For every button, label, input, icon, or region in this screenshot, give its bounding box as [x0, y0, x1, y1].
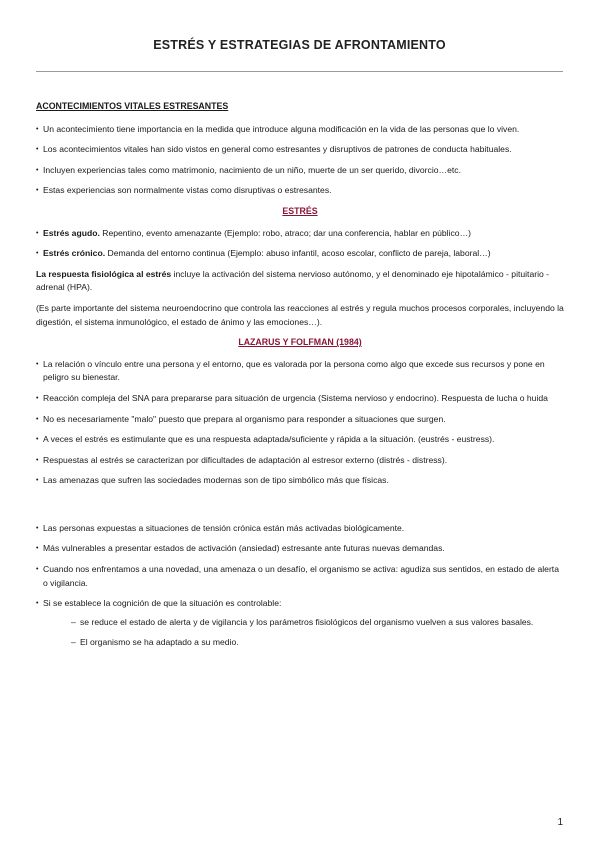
list-item	[36, 597, 564, 650]
activation-list	[36, 522, 564, 650]
list-item: • Las personas expuestas a situaciones de tensión crónica están más activadas biológicamente.	[36, 522, 564, 536]
term-estres-agudo: Estrés agudo.	[43, 227, 100, 238]
title-divider	[36, 71, 563, 72]
list-item-text: Si se establece la cognición de que la situación es controlable:	[43, 598, 282, 609]
document-body	[36, 100, 564, 657]
list-item: • Respuestas al estrés se caracterizan por dificultades de adaptación al estresor externo (distrés - distress).	[36, 454, 564, 468]
page-title: ESTRÉS Y ESTRATEGIAS DE AFRONTAMIENTO	[153, 38, 446, 52]
list-item: • Reacción compleja del SNA para prepararse para situación de urgencia (Sistema nervioso y endocrino). Respuesta de lucha o huida	[36, 392, 564, 406]
list-item: • Más vulnerables a presentar estados de activación (ansiedad) estresante ante futuras nuevas demandas.	[36, 542, 564, 556]
section-heading-lazarus: LAZARUS Y FOLFMAN (1984)	[238, 337, 362, 348]
estres-types-list	[36, 227, 564, 261]
sub-list-item: – se reduce el estado de alerta y de vigilancia y los parámetros fisiológicos del organismo vuelven a sus valores basales.	[71, 616, 564, 630]
paragraph-bold-lead: La respuesta fisiológica al estrés	[36, 268, 172, 279]
paragraph-neuroendocrino: (Es parte importante del sistema neuroendocrino que controla las reacciones al estrés y regula muchos procesos corporales, incluyendo la digestión, el sistema inmunológico, el estado de ánimo y las emociones…).	[36, 302, 564, 327]
list-item: • A veces el estrés es estimulante que es una respuesta adaptada/suficiente y rápida a la situación. (eustrés - eustress).	[36, 433, 564, 447]
paragraph-respuesta-fisiologica	[36, 268, 564, 295]
section-spacer	[36, 495, 564, 522]
list-item: • La relación o vínculo entre una persona y el entorno, que es valorada por la persona como algo que excede sus recursos y pone en peligro su bienestar.	[36, 358, 564, 385]
list-item: • Estas experiencias son normalmente vistas como disruptivas o estresantes.	[36, 184, 564, 198]
section-heading-estres: ESTRÉS	[282, 205, 318, 216]
list-item: • Un acontecimiento tiene importancia en la medida que introduce alguna modificación en la vida de las personas que lo viven.	[36, 123, 564, 137]
acontecimientos-list	[36, 123, 564, 198]
term-description: Demanda del entorno continua (Ejemplo: abuso infantil, acoso escolar, conflicto de pareja, laboral…)	[105, 248, 491, 259]
list-item: • No es necesariamente "malo" puesto que prepara al organismo para responder a situaciones que surgen.	[36, 413, 564, 427]
list-item: • Los acontecimientos vitales han sido vistos en general como estresantes y disruptivos de patrones de conducta habituales.	[36, 143, 564, 157]
list-item: • Las amenazas que sufren las sociedades modernas son de tipo simbólico más que físicas.	[36, 474, 564, 488]
lazarus-list	[36, 358, 564, 488]
list-item: • Incluyen experiencias tales como matrimonio, nacimiento de un niño, muerte de un ser querido, divorcio…etc.	[36, 164, 564, 178]
list-item: • Cuando nos enfrentamos a una novedad, una amenaza o un desafío, el organismo se activa: agudiza sus sentidos, en estado de alerta o vigilancia.	[36, 563, 564, 590]
controllable-sublist	[43, 616, 564, 650]
section-heading-acontecimientos: ACONTECIMIENTOS VITALES ESTRESANTES	[36, 101, 229, 111]
term-description: Repentino, evento amenazante (Ejemplo: robo, atraco; dar una conferencia, hablar en público…)	[99, 227, 472, 238]
sub-list-item: – El organismo se ha adaptado a su medio.	[71, 636, 564, 650]
list-item	[36, 227, 564, 241]
list-item	[36, 247, 564, 261]
page-number: 1	[557, 817, 563, 828]
paragraph-text: incluye la activación del sistema nervioso autónomo, y el denominado eje hipotalámico - pituitario - adrenal (HPA).	[36, 268, 550, 293]
term-estres-cronico: Estrés crónico.	[43, 248, 106, 259]
